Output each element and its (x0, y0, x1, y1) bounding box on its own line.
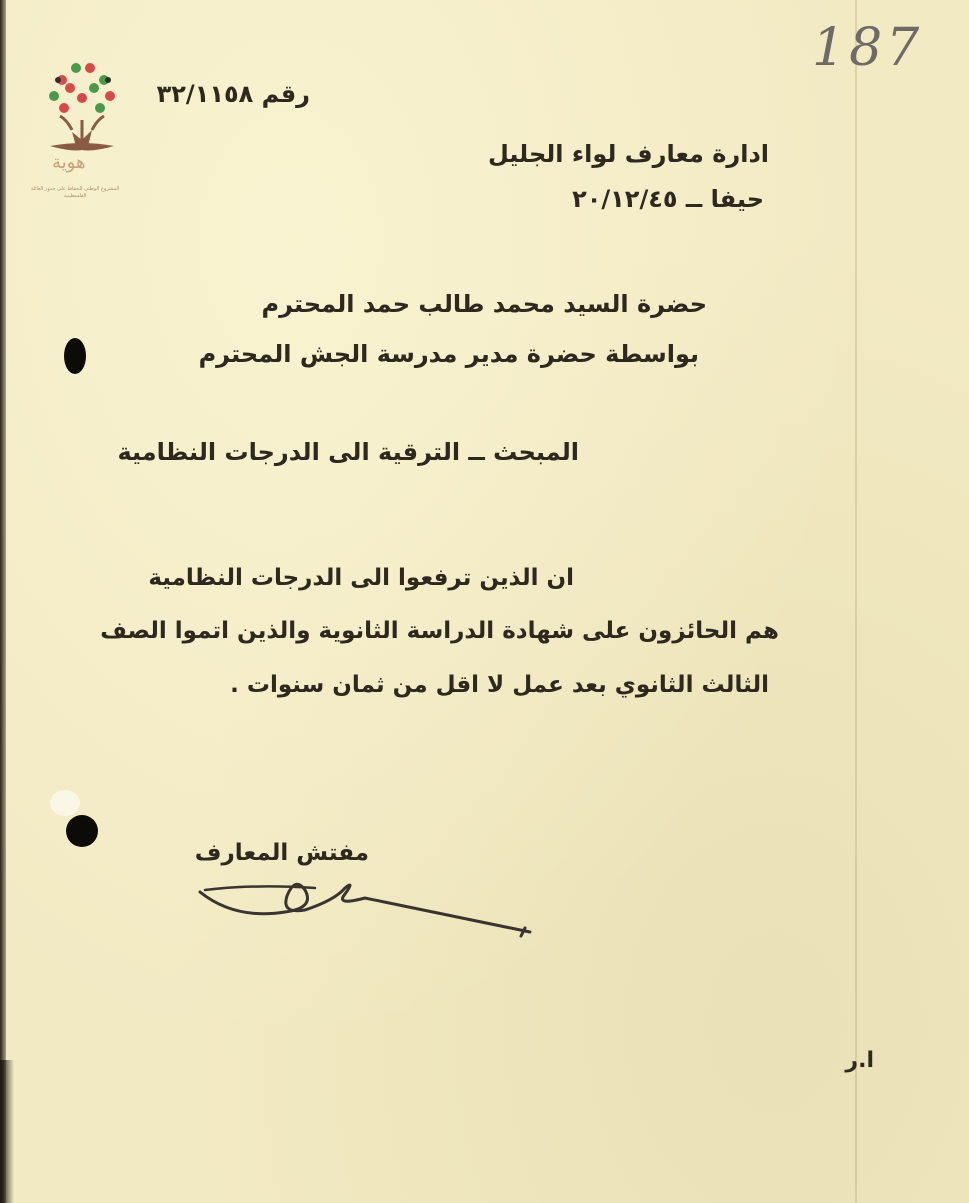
punch-hole-bottom (66, 815, 98, 847)
handwritten-signature (195, 870, 535, 950)
via-line: بواسطة حضرة مدير مدرسة الجش المحترم (198, 340, 699, 368)
subject-line: المبحث ــ الترقية الى الدرجات النظامية (117, 438, 579, 466)
typist-initials: ا.ر (845, 1048, 874, 1073)
body-paragraph-line: هم الحائزون على شهادة الدراسة الثانوية والذين اتموا الصف (100, 618, 779, 644)
reference-number: رقم ۳۲/۱۱٥۸ (156, 80, 310, 108)
body-paragraph-line: الثالث الثانوي بعد عمل لا اقل من ثمان سنوات . (230, 672, 769, 698)
addressee-line: حضرة السيد محمد طالب حمد المحترم (261, 290, 707, 318)
scan-edge-shadow (0, 1060, 14, 1203)
archive-number: 187 (812, 18, 924, 78)
body-paragraph-line: ان الذين ترفعوا الى الدرجات النظامية (148, 565, 574, 591)
department-heading: ادارة معارف لواء الجليل (487, 140, 769, 168)
place-and-date: حيفا ــ ۲۰/۱۲/٤٥ (572, 185, 764, 213)
logo-caption: المشروع الوطني للحفاظ على جذور العائلة الفلسطينية (30, 186, 120, 199)
paper-fold (855, 0, 857, 1203)
punch-hole-top (64, 338, 86, 374)
logo-wordmark: هوية (52, 152, 86, 173)
scan-edge (0, 0, 6, 1203)
signer-title: مفتش المعارف (194, 840, 369, 866)
paper-tear (50, 790, 80, 816)
